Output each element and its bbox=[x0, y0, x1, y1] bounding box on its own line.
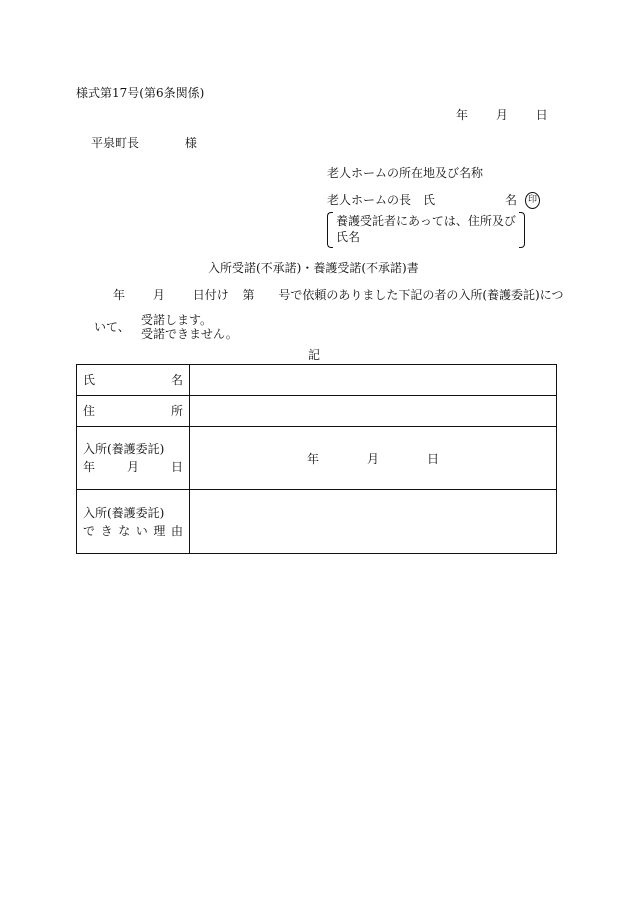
name-label-a: 氏 bbox=[83, 373, 96, 388]
body-year: 年 bbox=[113, 288, 126, 302]
sender-head-label: 老人ホームの長 氏 bbox=[327, 193, 436, 207]
body-dated: 日付け bbox=[192, 288, 229, 302]
sender-note-line2: 氏名 bbox=[336, 230, 361, 244]
record-table bbox=[76, 364, 557, 554]
sender-location-label: 老人ホームの所在地及び名称 bbox=[327, 166, 484, 180]
refusal-char-1: で bbox=[83, 523, 96, 538]
admission-value-month: 月 bbox=[366, 451, 379, 466]
option-refuse: 受諾できません。 bbox=[141, 327, 238, 341]
admission-value-year: 年 bbox=[306, 451, 319, 466]
refusal-char-5: 理 bbox=[153, 523, 166, 538]
refusal-char-4: い bbox=[135, 523, 148, 538]
address-label-b: 所 bbox=[170, 404, 183, 419]
date-line bbox=[456, 108, 548, 122]
table-row bbox=[77, 395, 557, 426]
date-month: 月 bbox=[495, 108, 508, 122]
record-heading: 記 bbox=[308, 348, 321, 362]
refusal-reason-label-cell bbox=[77, 490, 190, 554]
refusal-reason-value-cell bbox=[190, 490, 557, 554]
refusal-char-2: き bbox=[100, 523, 113, 538]
body-main-text: 号で依頼のありました下記の者の入所(養護委託)につ bbox=[278, 288, 564, 302]
seal-mark: 印 bbox=[525, 192, 540, 209]
table-row bbox=[77, 490, 557, 554]
admission-label-day: 日 bbox=[170, 460, 183, 475]
addressee bbox=[91, 136, 197, 150]
sender-note-line1: 養護受託者にあっては、住所及び bbox=[336, 214, 516, 228]
name-value-cell bbox=[190, 365, 557, 396]
sender-name-suffix: 名 bbox=[505, 193, 518, 207]
document-title: 入所受諾(不承諾)・養護受諾(不承諾)書 bbox=[208, 261, 419, 275]
name-label-b: 名 bbox=[170, 373, 183, 388]
sender-note-bracket bbox=[327, 212, 525, 246]
admission-value-day: 日 bbox=[427, 451, 440, 466]
date-day: 日 bbox=[535, 108, 548, 122]
refusal-char-6: 由 bbox=[170, 523, 183, 538]
address-label-a: 住 bbox=[83, 404, 96, 419]
body-month: 月 bbox=[152, 288, 165, 302]
name-label-cell bbox=[77, 365, 190, 396]
body-no-prefix: 第 bbox=[242, 288, 255, 302]
bracket-left bbox=[327, 212, 333, 248]
address-label-cell bbox=[77, 395, 190, 426]
option-accept: 受諾します。 bbox=[141, 313, 213, 327]
refusal-char-3: な bbox=[118, 523, 131, 538]
address-value-cell bbox=[190, 395, 557, 426]
admission-date-value-cell bbox=[190, 426, 557, 490]
body-line bbox=[113, 288, 564, 302]
addressee-name: 平泉町長 bbox=[91, 136, 140, 150]
refusal-label-1: 入所(養護委託) bbox=[83, 505, 165, 520]
admission-label-month: 月 bbox=[126, 460, 139, 475]
admission-date-label-cell bbox=[77, 426, 190, 490]
admission-label-year: 年 bbox=[83, 460, 96, 475]
admission-label-1: 入所(養護委託) bbox=[83, 442, 165, 457]
addressee-honorific: 様 bbox=[184, 136, 197, 150]
bracket-right bbox=[519, 212, 525, 248]
table-row bbox=[77, 365, 557, 396]
table-row bbox=[77, 426, 557, 490]
date-year: 年 bbox=[456, 108, 469, 122]
form-number: 様式第17号(第6条関係) bbox=[76, 86, 205, 100]
body-continuation: いて、 bbox=[94, 320, 130, 334]
